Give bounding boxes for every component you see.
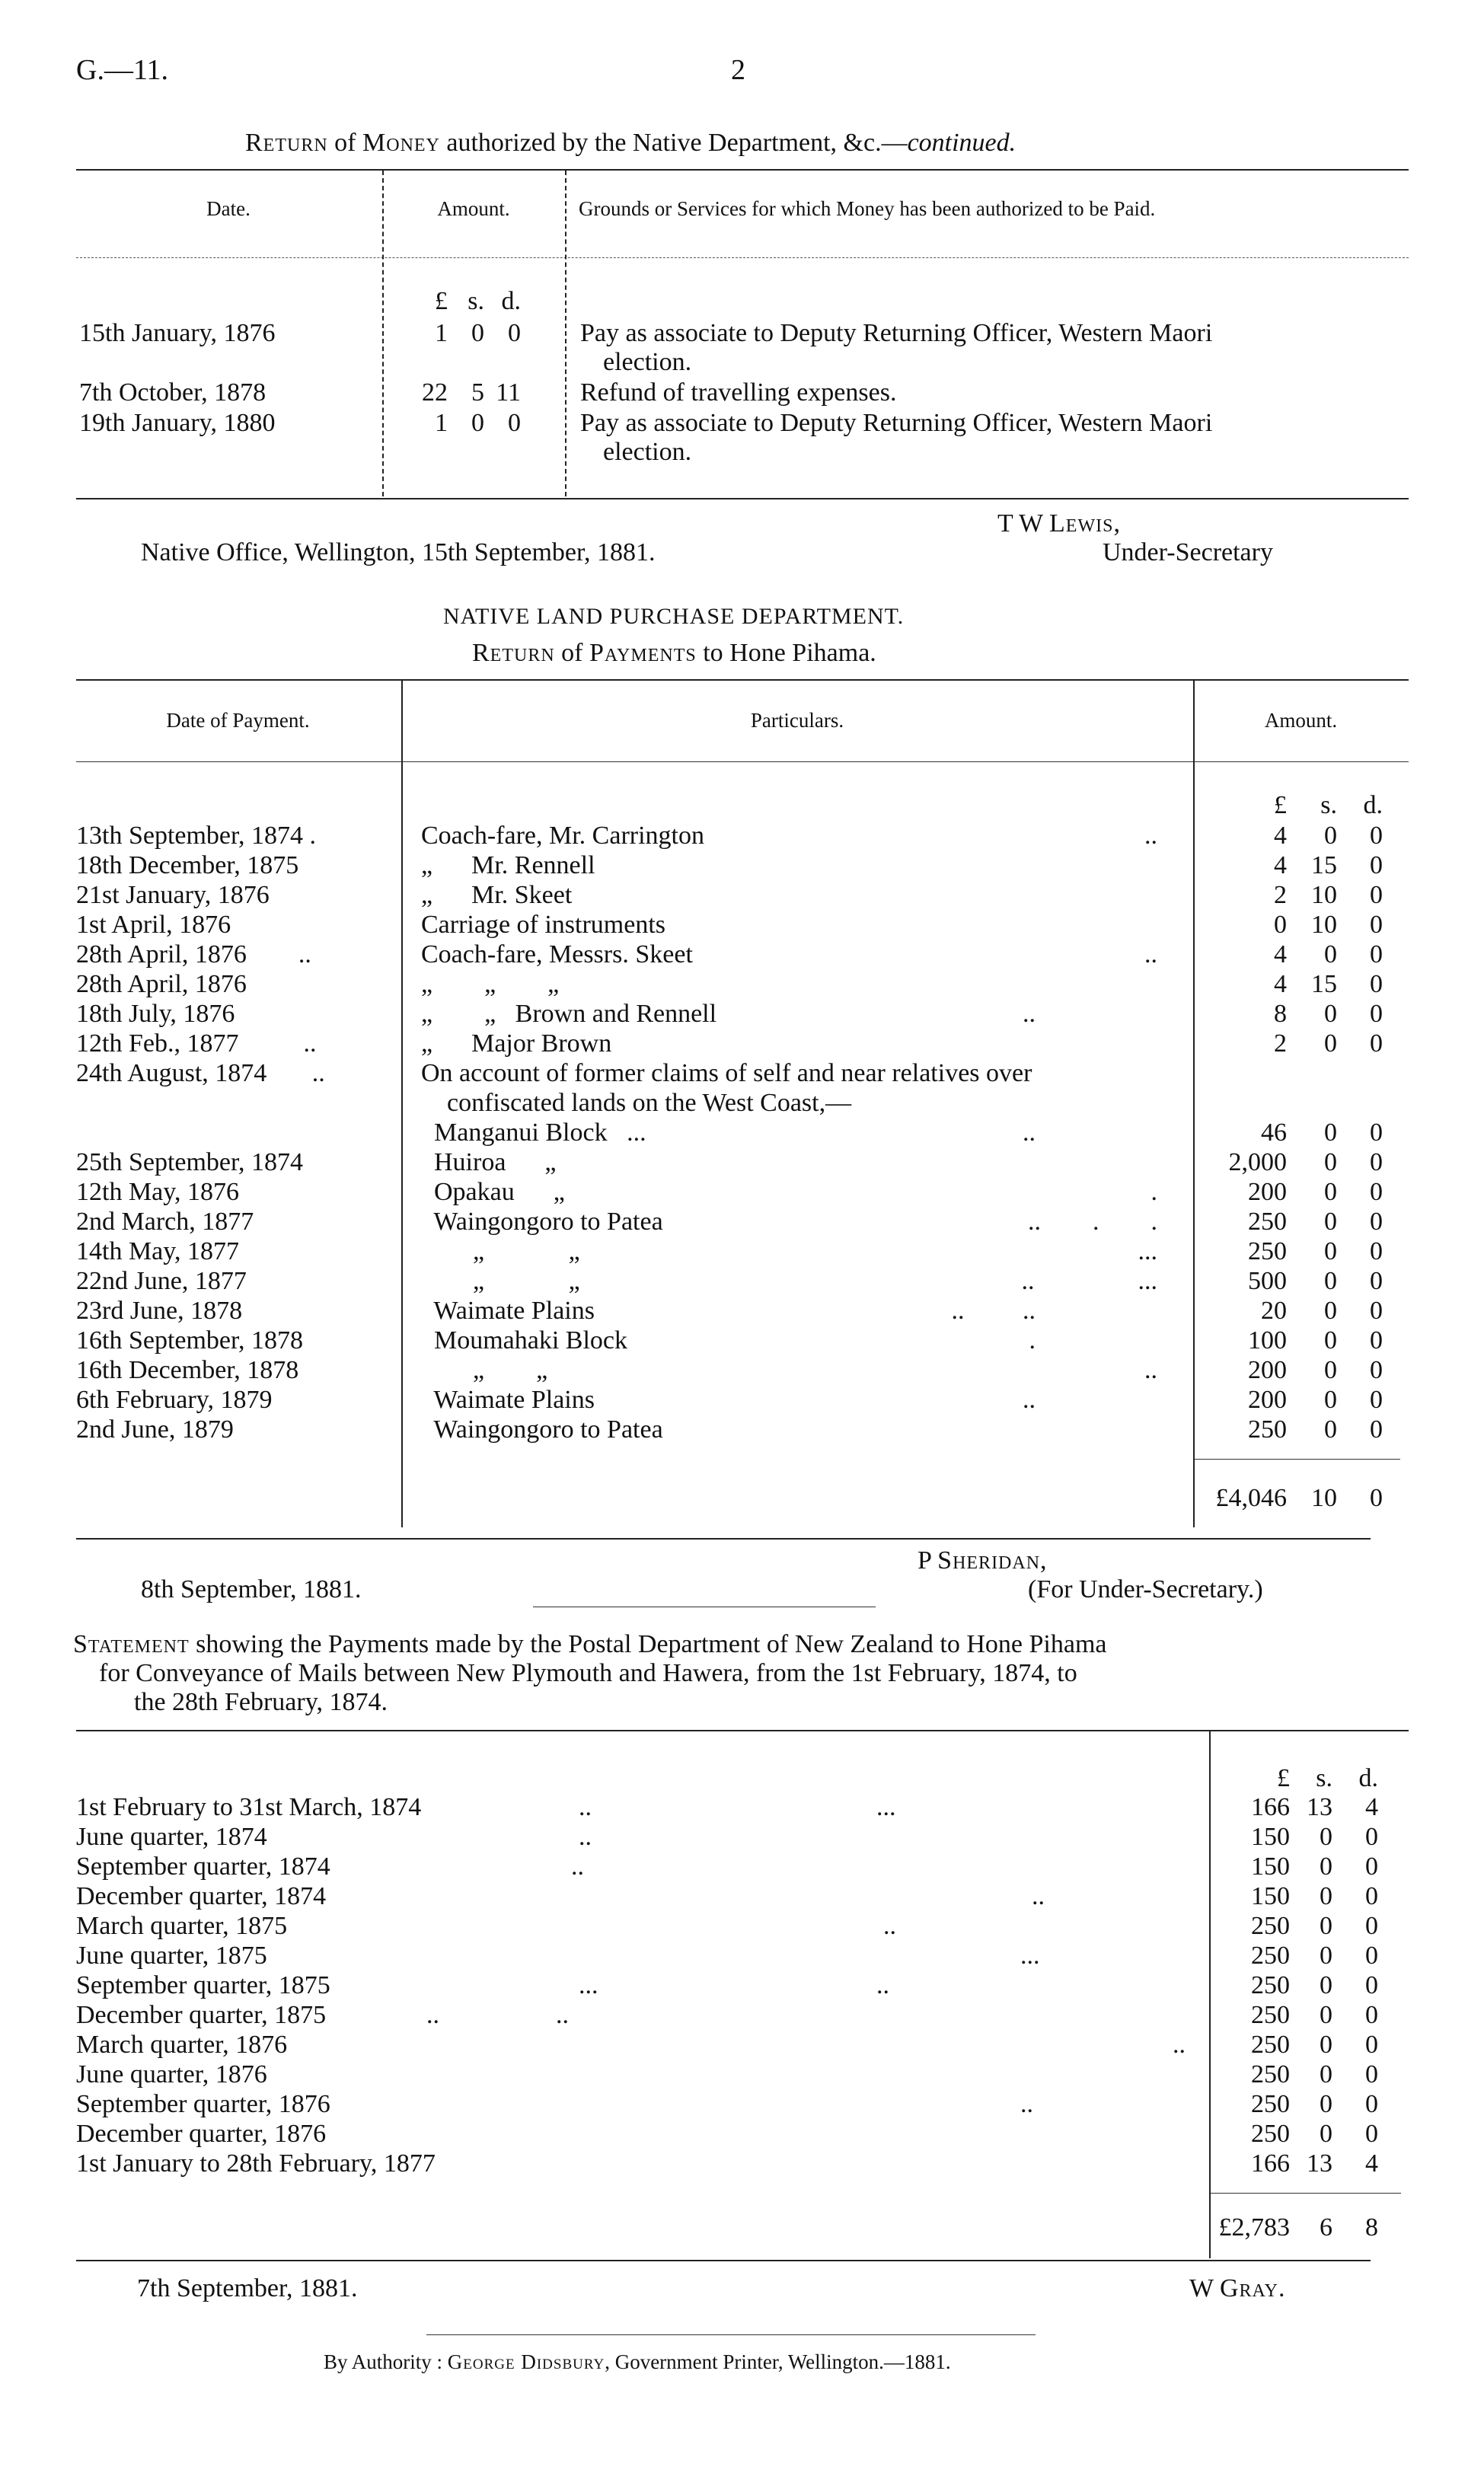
column-divider	[565, 171, 566, 496]
header-rule	[76, 257, 1409, 258]
total-rule	[1211, 2193, 1401, 2194]
header-rule	[76, 761, 1409, 762]
currency-header: £ s. d.	[435, 287, 521, 315]
sheet-number: G.—11.	[76, 54, 169, 86]
signature-gray: W Gray.	[1189, 2274, 1286, 2302]
land-purchase-heading: NATIVE LAND PURCHASE DEPARTMENT.	[443, 604, 905, 629]
native-office-date: Native Office, Wellington, 15th September, 1881.	[141, 538, 656, 566]
column-header-particulars: Particulars.	[750, 709, 844, 732]
column-divider	[382, 171, 384, 496]
total-amount: £2,783 6 8	[1218, 2213, 1378, 2242]
postal-title: Statement showing the Payments made by the Postal Department of New Zealand to Hone Pihama	[73, 1630, 1107, 1658]
currency-header: £ s. d.	[1274, 791, 1383, 819]
column-divider	[1193, 681, 1195, 1527]
signature-title: Under-Secretary	[1103, 538, 1273, 566]
signature-sheridan: P Sheridan,	[918, 1546, 1048, 1575]
table-rule-top	[76, 169, 1409, 171]
column-divider	[401, 681, 403, 1527]
native-dept-title: Return of Money authorized by the Native Department, &c.—continued.	[245, 129, 1016, 157]
land-purchase-date: 8th September, 1881.	[141, 1575, 362, 1603]
printer-imprint: By Authority : George Didsbury, Government Printer, Wellington.—1881.	[324, 2350, 951, 2373]
column-header-amount: Amount.	[1264, 709, 1338, 732]
column-divider	[1209, 1731, 1211, 2258]
signature-title: (For Under-Secretary.)	[1028, 1575, 1263, 1603]
footer-rule	[426, 2334, 1036, 2335]
postal-date: 7th September, 1881.	[137, 2274, 358, 2302]
table-rule-bottom	[76, 1538, 1371, 1540]
column-header-date: Date of Payment.	[166, 709, 310, 732]
column-header-amount: Amount.	[437, 197, 510, 220]
postal-title-line3: the 28th February, 1874.	[134, 1688, 388, 1716]
column-header-grounds: Grounds or Services for which Money has been authorized to be Paid.	[579, 197, 1156, 220]
table-rule-bottom	[76, 2260, 1371, 2261]
table-rule-bottom	[76, 498, 1409, 499]
land-purchase-title: Return of Payments to Hone Pihama.	[472, 639, 876, 667]
total-amount: £4,046 10 0	[1215, 1484, 1383, 1512]
currency-header: £ s. d.	[1277, 1764, 1378, 1792]
table-rule-top	[76, 679, 1409, 681]
postal-title-line2: for Conveyance of Mails between New Plymouth and Hawera, from the 1st February, 1874, to	[99, 1659, 1077, 1687]
page-number: 2	[731, 54, 745, 86]
signature-lewis: T W Lewis,	[997, 509, 1121, 538]
total-rule	[1195, 1459, 1400, 1460]
column-header-date: Date.	[206, 197, 251, 220]
document-page: G.—11. 2 Return of Money authorized by the Native Department, &c.—continued. Date. Amount. Grounds or Services for which Money has been authorized to be Paid. £ s. d. 15th January, 1876 1 0 0 Pay as associate to Deputy Returning Officer, Western Maori election. 7th October, 1878 22 5 11 Refund of travelling expenses. 19th January, 1880 1 0 0 Pay as associate to Deputy Returning Officer, Western Maori election. T W Lewis, Native Office, Wellington, 15th September, 1881. Under-Secretary NATIVE LAND PURCHASE DEPARTMENT. Return of Payments to Hone Pihama. Date of Payment. Particulars. Amount. £ s. d. 13th September, 1874 . Coach-fare, Mr. Carrington .. 4 0 0 18th December, 1875 „ Mr. Rennell 4 15 0 21st January, 1876 „ Mr. Skeet 2 10 0 1st April, 1876 Carriage of instruments 0 10 0 28th April, 1876 .. Coach-fare, Messrs. Skeet .. 4 0 0 28th April, 1876 „ „ „ 4 15 0 18th July, 1876 „ „ Brown and Rennell .. 8 0 0 12th Feb., 1877 .. „ Major Brown 2 0 0 24th August, 1874 .. On account of former claims of self and near relatives over confiscated lands on the West Coast,— Manganui Block ... .. 46 0 0 25th September, 1874 Huiroa „ 2,000 0 0 12th May, 1876 Opakau „ . 200 0 0 2nd March, 1877 Waingongoro to Patea .. . . 250 0 0 14th May, 1877 „ „ ... 250 0 0 22nd June, 1877 „ „ .. ... 500 0 0 23rd June, 1878 Waimate Plains .. .. 20 0 0 16th September, 1878 Moumahaki Block . 100 0 0 16th December, 1878 „ „ .. 200 0 0 6th February, 1879 Waimate Plains .. 200 0 0 2nd June, 1879 Waingongoro to Patea 250 0 0 £4,046 10 0 P Sheridan, 8th September, 1881. (For Under-Secretary.) Statement showing the Payments made by the Postal Department of New Zealand to Hone Pihama for Conveyance of Mails between New Plymouth and Hawera, from the 1st February, 1874, to the 28th February, 1874. £ s. d. 1st February to 31st March, 1874 .. ... 166 13 4 June quarter, 1874 .. 150 0 0 September quarter, 1874 .. 150 0 0 December quarter, 1874 .. 150 0 0 March quarter, 1875 .. 250 0 0 June quarter, 1875 ... 250 0 0 September quarter, 1875 ... .. 250 0 0 December quarter, 1875 .. .. 250 0 0 March quarter, 1876 .. 250 0 0 June quarter, 1876 250 0 0 September quarter, 1876 .. 250 0 0 December quarter, 1876 250 0 0 1st January to 28th February, 1877 166 13 4 £2,783 6 8 7th September, 1881. W Gray. By Authority : George Didsbury, Government Printer, Wellington.—1881.	[0, 0, 1484, 2473]
